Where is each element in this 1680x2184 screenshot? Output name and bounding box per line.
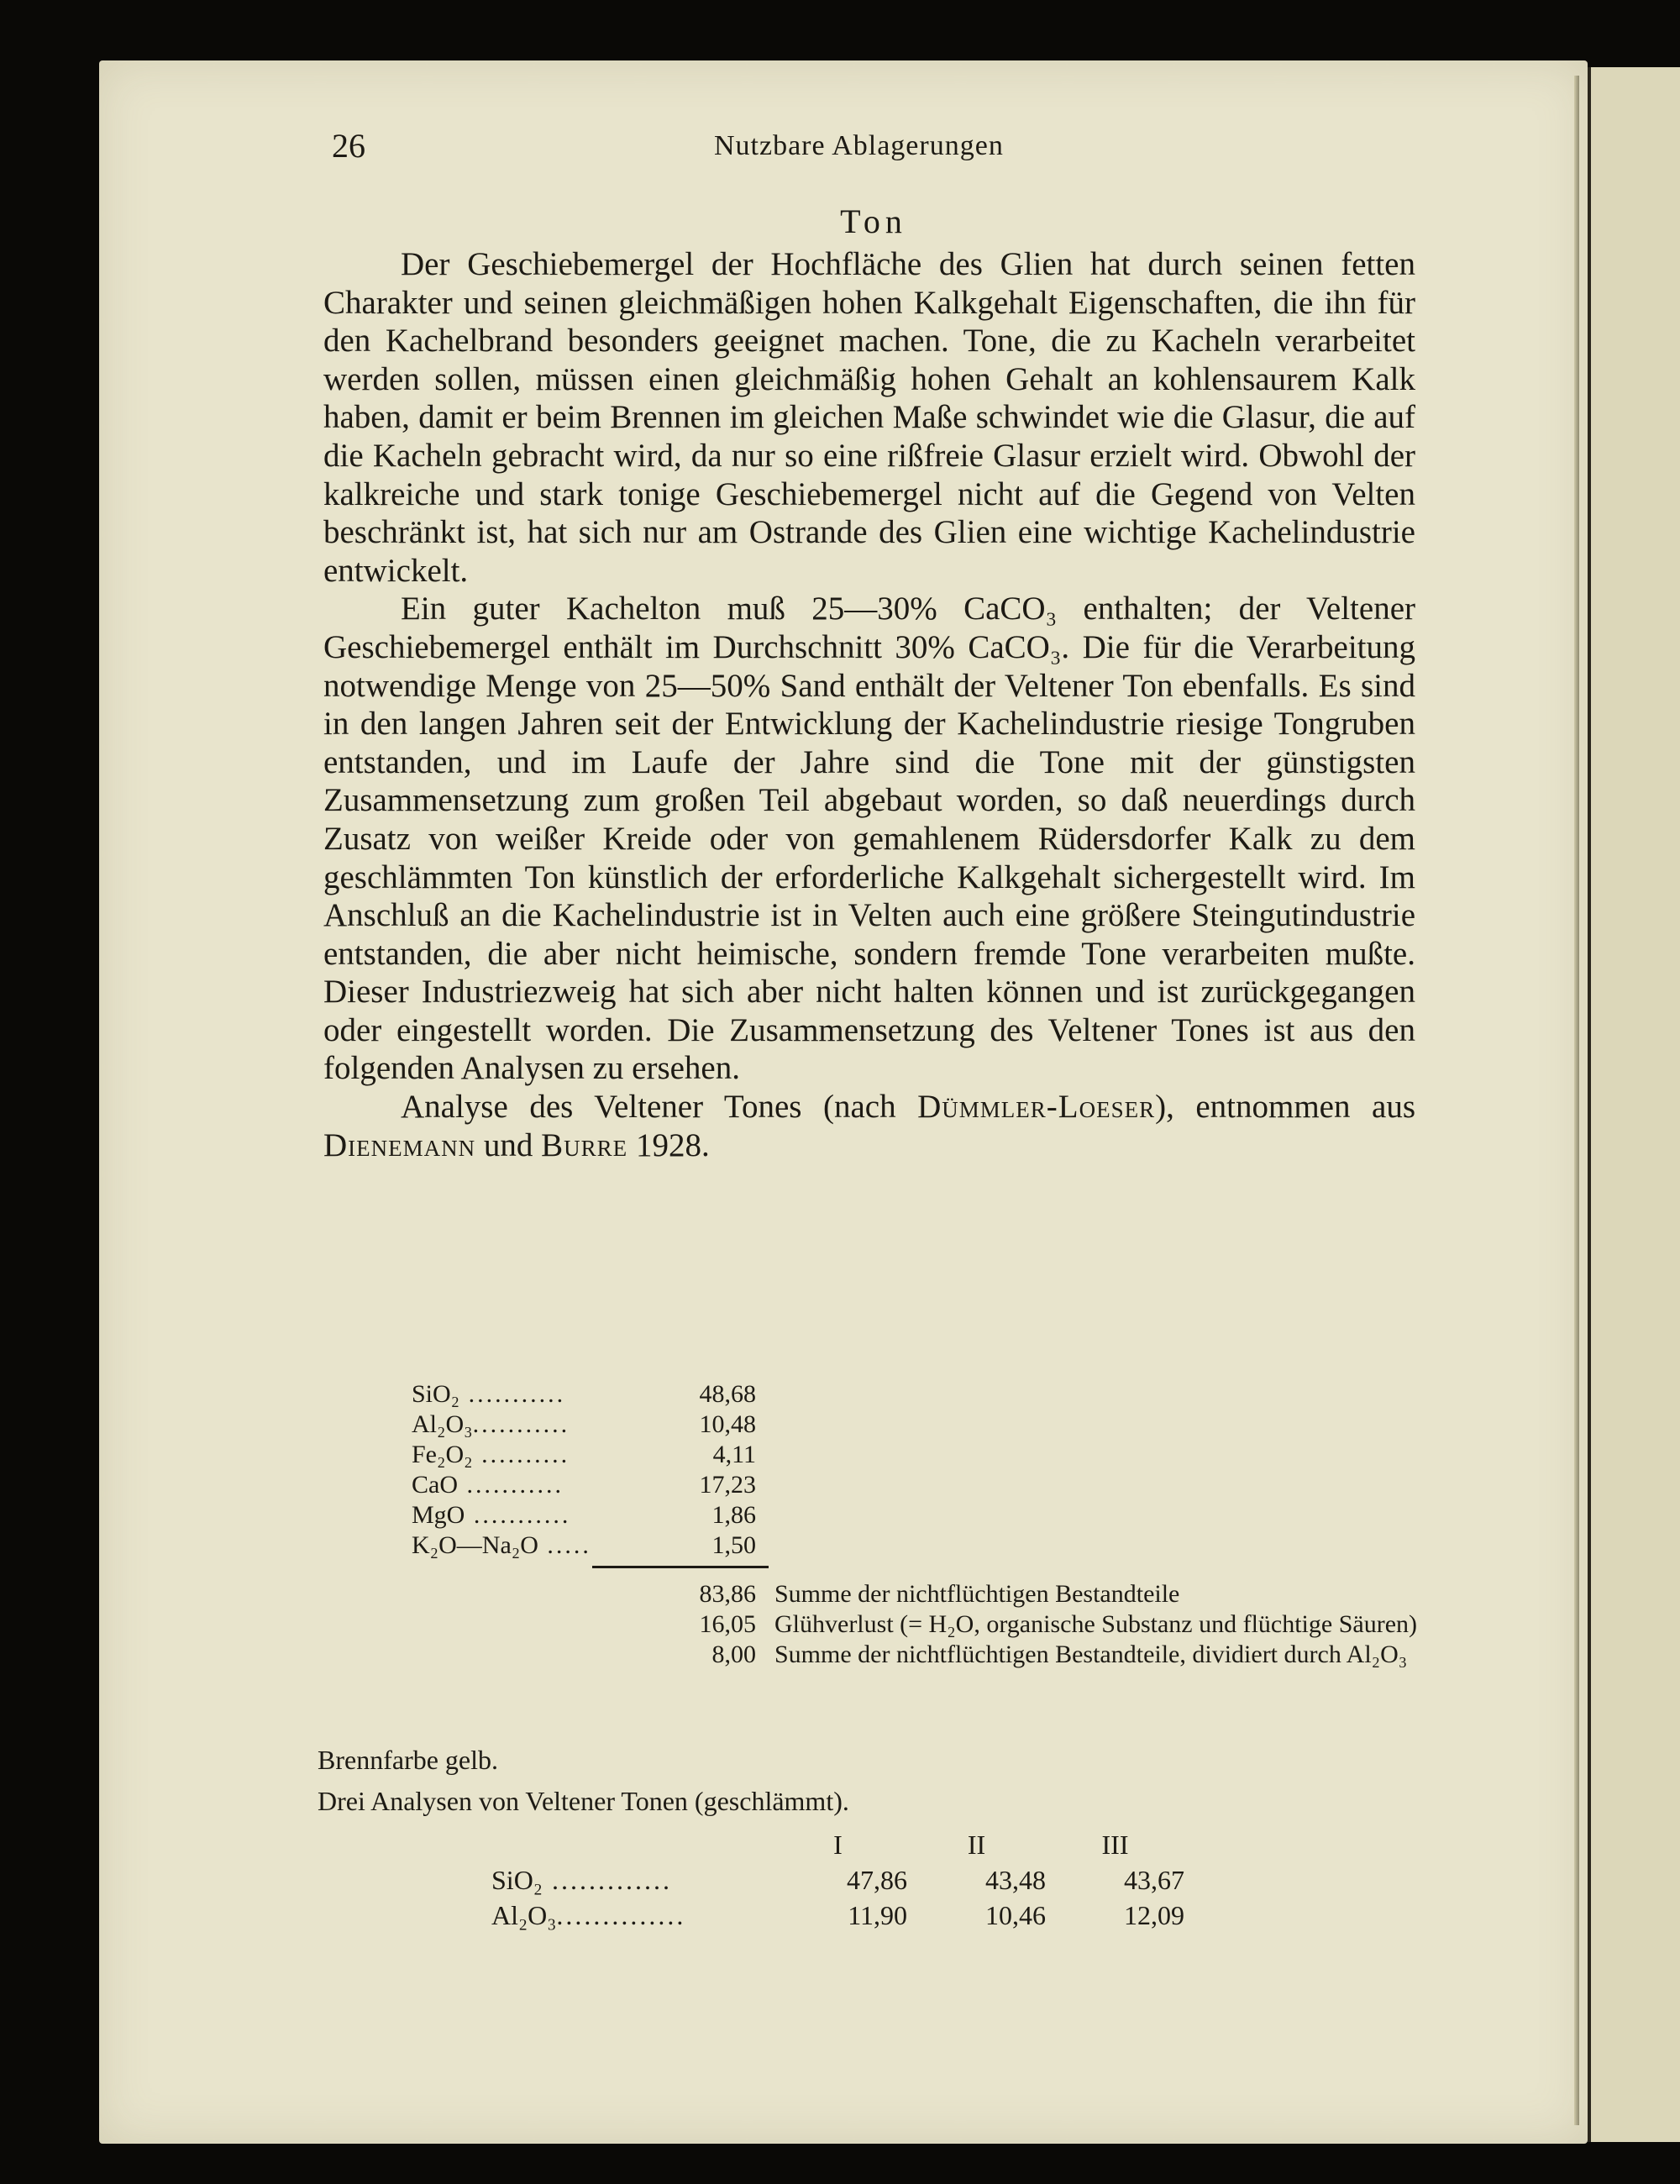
table-header-row (491, 1827, 1247, 1862)
value-cell: 43,48 (985, 1865, 1046, 1895)
summary-value: 16,05 (699, 1610, 756, 1638)
value-cell: 47,86 (847, 1865, 907, 1895)
table-row (412, 1530, 1420, 1561)
formula-cell: SiO₂ ........... (412, 1380, 566, 1408)
page-edge-shadow (1574, 76, 1579, 2125)
formula-cell: MgO ........... (412, 1501, 571, 1529)
intro-text: ), entnommen aus (1155, 1089, 1416, 1126)
table-row (412, 1410, 1420, 1440)
three-analyses-title: Drei Analysen von Veltener Tonen (geschlämmt). (318, 1786, 849, 1816)
intro-text: Analyse des Veltener Tones (nach (401, 1089, 918, 1126)
header-spacer (491, 1827, 769, 1862)
column-header: III (1101, 1830, 1129, 1860)
summary-row (412, 1579, 1420, 1609)
table-row (412, 1440, 1420, 1470)
summary-table (412, 1579, 1420, 1670)
value-cell: 4,11 (712, 1441, 756, 1468)
value-cell: 10,46 (985, 1900, 1046, 1930)
value-cell: 1,50 (711, 1531, 756, 1559)
summary-description: Summe der nichtflüchtigen Bestandteile (774, 1580, 1180, 1608)
summary-description: Glühverlust (= H₂O, organische Substanz und flüchtige Säuren) (774, 1610, 1417, 1638)
paragraph-1: Der Geschiebemergel der Hochfläche des Glien hat durch seinen fetten Charakter und seinen gleichmäßigen hohen Kalkgehalt Eigenschaften, die ihn für den Kachelbrand besonders geeignet machen. Tone, die zu Kacheln verarbeitet werden sollen, müssen einen gleichmäßig hohen Gehalt an kohlensaurem Kalk haben, damit er beim Brennen im gleichen Maße schwindet wie die Glasur, die auf die Kacheln gebracht wird, da nur so eine rißfreie Glasur erzielt wird. Obwohl der kalkreiche und stark tonige Geschiebemergel nicht auf die Gegend von Velten beschränkt ist, hat sich nur am Ostrande des Glien eine wichtige Kachelindustrie entwickelt. (323, 246, 1415, 589)
running-head: Nutzbare Ablagerungen (714, 130, 1004, 161)
summary-row (412, 1609, 1420, 1640)
section-title: Ton (840, 202, 907, 240)
analysis-table (412, 1379, 1420, 1561)
column-header: II (967, 1830, 986, 1860)
facing-page-edge (1588, 67, 1680, 2142)
table-row (491, 1898, 1247, 1933)
three-analyses-table (491, 1827, 1247, 1933)
author-name: Burre (541, 1126, 628, 1163)
intro-text: und (475, 1126, 542, 1163)
table-row (412, 1379, 1420, 1410)
column-header: I (833, 1830, 843, 1860)
formula-cell: K₂O—Na₂O ..... (412, 1531, 591, 1559)
value-cell: 12,09 (1124, 1900, 1184, 1930)
author-name: Dümmler-Loeser (917, 1089, 1156, 1126)
summary-description: Summe der nichtflüchtigen Bestandteile, dividiert durch Al₂O₃ (774, 1641, 1408, 1668)
summary-value: 83,86 (699, 1580, 756, 1608)
firing-color-note: Brennfarbe gelb. (318, 1745, 499, 1775)
analysis-intro (323, 1088, 1415, 1164)
formula-cell: Al₂O₃........... (412, 1410, 570, 1438)
page-header (332, 126, 1424, 168)
value-cell: 17,23 (699, 1471, 756, 1499)
table-row (412, 1500, 1420, 1530)
formula-cell: Fe₂O₂ .......... (412, 1441, 570, 1468)
formula-cell: Al₂O₃.............. (491, 1900, 686, 1930)
table-row (491, 1862, 1247, 1898)
value-cell: 11,90 (848, 1900, 907, 1930)
value-cell: 43,67 (1124, 1865, 1184, 1895)
summary-value: 8,00 (711, 1641, 756, 1668)
sum-rule (592, 1566, 769, 1568)
value-cell: 10,48 (699, 1410, 756, 1438)
value-cell: 1,86 (711, 1501, 756, 1529)
formula-cell: SiO₂ ............. (491, 1865, 672, 1895)
intro-year: 1928. (627, 1126, 710, 1163)
table-row (412, 1470, 1420, 1500)
page-number: 26 (332, 127, 365, 165)
value-cell: 48,68 (699, 1380, 756, 1408)
paragraph-2: Ein guter Kachelton muß 25—30% CaCO₃ enthalten; der Veltener Geschiebemergel enthält im Durchschnitt 30% CaCO₃. Die für die Verarbeitung notwendige Menge von 25—50% Sand enthält der Veltener Ton ebenfalls. Es sind in den langen Jahren seit der Entwicklung der Kachelindustrie riesige Tongruben entstanden, und im Laufe der Jahre sind die Tone mit der günstigsten Zusammensetzung zum großen Teil abgebaut worden, so daß neuerdings durch Zusatz von weißer Kreide oder von gemahlenem Rüdersdorfer Kalk zu dem geschlämmten Ton künstlich der erforderliche Kalkgehalt sichergestellt wird. Im Anschluß an die Kachelindustrie ist in Velten auch eine größere Steingutindustrie entstanden, die aber nicht heimische, sondern fremde Tone verarbeiten mußte. Dieser Industriezweig hat sich aber nicht halten können und ist zurückgegangen oder eingestellt worden. Die Zusammensetzung des Veltener Tones ist aus den folgenden Analysen zu ersehen. (323, 591, 1415, 1087)
summary-row (412, 1640, 1420, 1670)
formula-cell: CaO ........... (412, 1471, 564, 1499)
body-text (323, 245, 1415, 1164)
author-name: Dienemann (323, 1126, 476, 1163)
